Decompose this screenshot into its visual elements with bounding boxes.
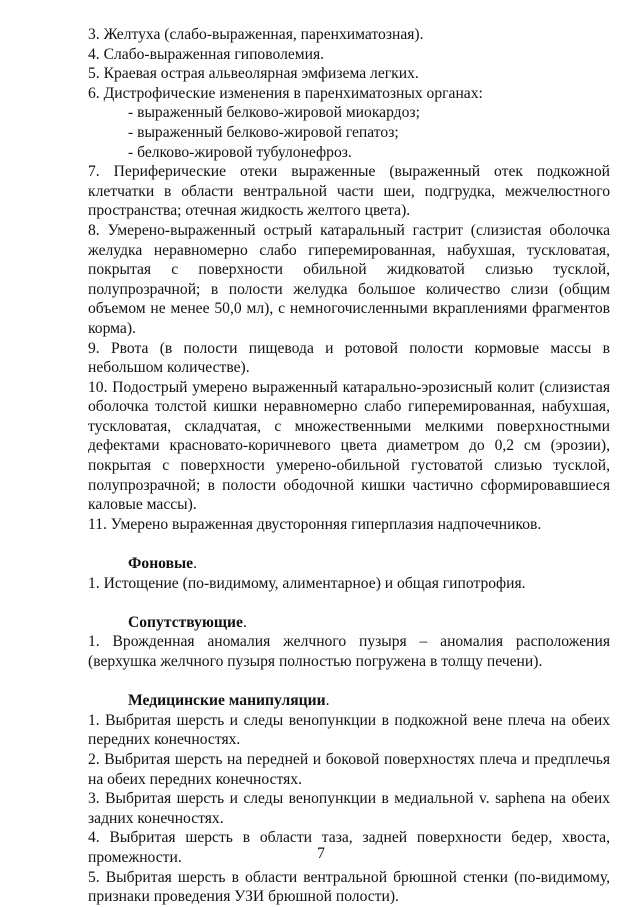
manipulation-item: 1. Выбритая шерсть и следы венопункции в подкожной вене плеча на обеих передних конечностях. [88, 711, 610, 749]
finding-subitem: - выраженный белково-жировой миокардоз; [128, 104, 420, 122]
concomitant-item: 1. Врожденная аномалия желчного пузыря – аномалия расположения (верхушка желчного пузыря полностью погружена в толщу печени). [88, 633, 610, 670]
finding-item: 6. Дистрофические изменения в паренхиматозных органах: [88, 84, 483, 102]
section-heading-manipulations: Медицинские манипуляции. [128, 692, 330, 710]
spacer [88, 672, 610, 692]
finding-subitem: - белково-жировой тубулонефроз. [128, 143, 352, 161]
document-page [88, 25, 610, 907]
manipulation-item: 5. Выбритая шерсть в области вентральной брюшной стенки (по-видимому, признаки проведения УЗИ брюшной полости). [88, 868, 610, 906]
finding-item: 5. Краевая острая альвеолярная эмфизема легких. [88, 65, 419, 83]
manipulation-item: 2. Выбритая шерсть на передней и боковой поверхностях плеча и предплечья на обеих передних конечностях. [88, 750, 610, 788]
heading-text: Фоновые [128, 555, 194, 573]
finding-item: 3. Желтуха (слабо-выраженная, паренхиматозная). [88, 26, 424, 43]
section-heading-background: Фоновые. [128, 555, 198, 573]
page-number: 7 [317, 845, 325, 862]
section-heading-concomitant: Сопутствующие. [128, 613, 247, 631]
heading-text: Медицинские манипуляции [128, 692, 326, 710]
finding-item: 8. Умерено-выраженный острый катаральный гастрит (слизистая оболочка желудка неравномерно слабо гиперемированная, набухшая, тускловатая, покрытая с поверхности обильной жидковатой слизью тусклой, полупрозрачной; в полости желудка большое количество слизи (общим объемом не менее 50,0 мл), с немногочисленными вкраплениями фрагментов корма). [88, 221, 610, 337]
finding-item: 10. Подострый умерено выраженный катарально-эрозисный колит (слизистая оболочка толстой кишки неравномерно слабо гиперемированная, набухшая, тускловатая, складчатая, с множественными мелкими поверхностными дефектами красновато-коричневого цвета диаметром до 0,2 см (эрозии), покрытая с поверхности умерено-обильной густоватой слизью тусклой, полупрозрачной; в полости ободочной кишки частично сформировавшиеся каловые массы). [88, 378, 610, 514]
finding-item: 4. Слабо-выраженная гиповолемия. [88, 45, 325, 63]
finding-item: 7. Периферические отеки выраженные (выраженный отек подкожной клетчатки в области вентральной части шеи, подгрудка, межчелюстного пространства; отечная жидкость желтого цвета). [88, 163, 610, 220]
spacer [88, 593, 610, 613]
finding-subitem: - выраженный белково-жировой гепатоз; [128, 123, 399, 141]
spacer [88, 534, 610, 554]
finding-item: 11. Умерено выраженная двусторонняя гиперплазия надпочечников. [88, 515, 542, 533]
background-item: 1. Истощение (по-видимому, алиментарное) и общая гипотрофия. [88, 574, 526, 592]
manipulation-item: 3. Выбритая шерсть и следы венопункции в медиальной v. saphena на обеих задних конечностях. [88, 790, 610, 827]
manipulation-item: 4. Выбритая шерсть в области таза, задней поверхности бедер, хвоста, промежности. [88, 829, 610, 866]
heading-text: Сопутствующие [128, 613, 243, 631]
finding-item: 9. Рвота (в полости пищевода и ротовой полости кормовые массы в небольшом количестве). [88, 339, 610, 377]
